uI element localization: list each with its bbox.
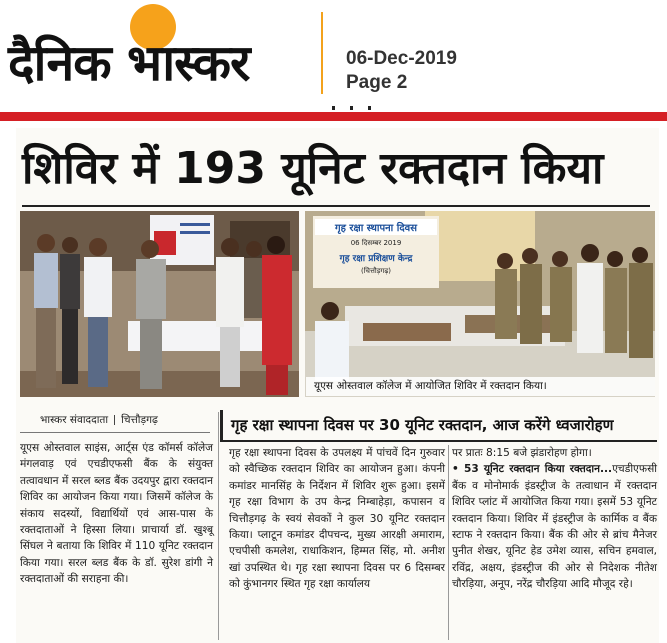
rule-dots-decoration: [332, 106, 392, 110]
article-column-1: यूएस ओस्तवाल साइंस, आर्ट्स एंड कॉमर्स कॉलेज मंगलवाड़ एवं एचडीएफसी बैंक के संयुक्त तत्वावधान में सरल ब्लड बैंक उदयपुर द्वारा रक्तदान शिविर का आयोजन किया गया। जिसमें कॉलेज के संकाय सदस्यों, विद्यार्थियों एवं आस-पास के रक्तदाताओं ने हिस्सा लिया। प्राचार्या डॉ. खुश्बू सिंघल ने बताया कि शिविर में 110 यूनिट रक्तदान किया गया। सरल ब्लड बैंक के डॉ. सुरेश डांगी ने रक्तदाताओं की सराहना की।: [20, 442, 213, 586]
sub-headline: गृह रक्षा स्थापना दिवस पर 30 यूनिट रक्तदान, आज करेंगे ध्वजारोहण: [220, 410, 657, 440]
edition-date: 06-Dec-2019: [346, 48, 457, 69]
byline-source: भास्कर संवाददाता: [40, 414, 109, 426]
masthead: [0, 0, 667, 110]
column-3-lead: • 53 यूनिट रक्तदान किया रक्तदान...: [452, 463, 613, 476]
column-divider: [218, 412, 219, 640]
edition-page: Page 2: [346, 72, 408, 93]
column-3-body: एचडीएफसी बैंक व मोनोमार्क इंडस्ट्रीज के तत्वाधान में रक्तदान शिविर प्लांट में आयोजित किया गया। इसमें 53 यूनिट रक्तदान किया। शिविर में इंडस्ट्रीज के कार्मिक व बैंक स्टाफ ने रक्तदान किया। बैंक की ओर से ब्रांच मैनेजर पुनीत शेखर, यूनिट हेड उमेश व्यास, सचिन हमवाल, रविंद्र, अक्षय, इंडस्ट्रीज की ओर से निदेशक नीतेश चौरड़िया, अनूप, नरेंद्र चौरड़िया आदि मौजूद रहे।: [452, 463, 657, 591]
banner-line-4: (चित्तौड़गढ़): [361, 267, 391, 275]
byline-separator: [114, 415, 115, 425]
photo-donation-camp-group: [20, 211, 299, 397]
column-3-intro: पर प्रातः 8:15 बजे झंडारोहण होगा।: [452, 447, 592, 459]
article-headline: शिविर में 193 यूनिट रक्तदान किया: [22, 143, 604, 194]
photo-group-illustration: [20, 211, 299, 397]
newspaper-brand: दैनिक भास्कर: [8, 34, 250, 92]
headline-rule: [22, 205, 650, 207]
byline: [40, 413, 158, 427]
byline-city: चित्तौड़गढ़: [121, 414, 158, 426]
masthead-red-rule: [0, 112, 667, 121]
masthead-divider: [321, 12, 323, 94]
banner-line-1: गृह रक्षा स्थापना दिवस: [335, 223, 417, 234]
article-column-3: [452, 445, 657, 593]
column-divider: [448, 445, 449, 640]
photo-donors-illustration: [305, 211, 655, 397]
banner-line-3: गृह रक्षा प्रशिक्षण केन्द्र: [339, 254, 413, 264]
sub-headline-rule: [220, 440, 657, 442]
photo-home-guard-donation: [305, 211, 655, 397]
photo-caption: यूएस ओस्तवाल कॉलेज में आयोजित शिविर में रक्तदान किया।: [306, 377, 655, 396]
article-column-2: गृह रक्षा स्थापना दिवस के उपलक्ष्य में पांचवें दिन गुरुवार को स्वैच्छिक रक्तदान शिविर का आयोजन हुआ। कंपनी कमांडर मानसिंह के निर्देशन में शिविर शुरू हुआ। इसमें गृह रक्षा विभाग के उप केन्द्र निम्बाहेड़ा, कपासन व चित्तौड़गढ़ के स्वयं सेवकों ने कुल 30 यूनिट रक्तदान किया। प्लाटून कमांडर दीपचन्द, मुख्य आरक्षी अमाराम, एचपीसी कमलेश, राधाकिशन, हिम्मत सिंह, मो. अनीश खां उपस्थित थे। गृह रक्षा स्थापना दिवस पर 6 दिसम्बर को कुंभानगर स्थित गृह रक्षा कार्यालय: [229, 447, 445, 591]
banner-line-2: 06 दिसम्बर 2019: [350, 239, 402, 247]
byline-rule: [20, 432, 210, 433]
